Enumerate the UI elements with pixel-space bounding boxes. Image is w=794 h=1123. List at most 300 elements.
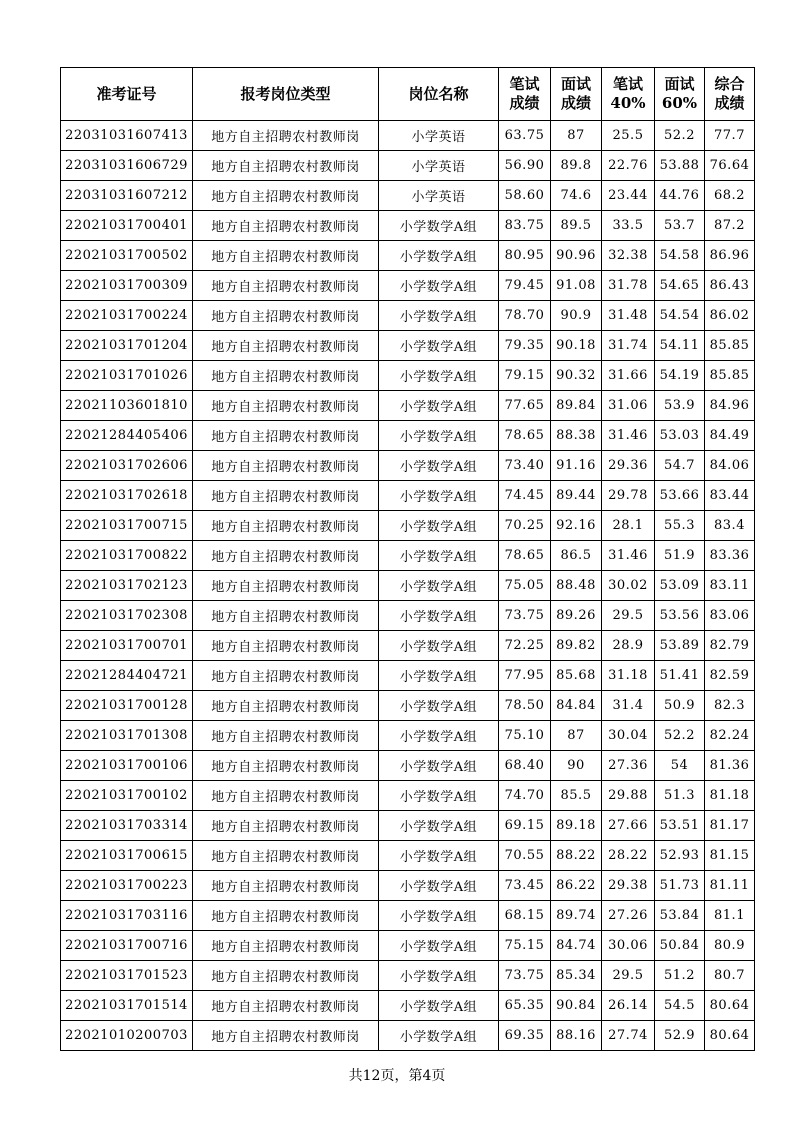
cell-interview-60: 54.11 [655,331,705,361]
header-exam-id: 准考证号 [61,68,193,121]
cell-written-score: 77.95 [499,661,551,691]
cell-position-name: 小学英语 [379,151,499,181]
cell-position-name: 小学数学A组 [379,1021,499,1051]
cell-written-40: 31.48 [602,301,655,331]
cell-position-name: 小学数学A组 [379,661,499,691]
cell-total-score: 82.79 [705,631,755,661]
cell-interview-60: 51.73 [655,871,705,901]
cell-exam-id: 22021031701026 [61,361,193,391]
cell-interview-60: 53.66 [655,481,705,511]
cell-interview-60: 53.88 [655,151,705,181]
cell-interview-score: 89.44 [551,481,602,511]
cell-position-type: 地方自主招聘农村教师岗 [193,871,379,901]
cell-position-name: 小学数学A组 [379,601,499,631]
cell-position-name: 小学数学A组 [379,301,499,331]
cell-interview-score: 90.18 [551,331,602,361]
cell-exam-id: 22031031607212 [61,181,193,211]
cell-interview-60: 50.9 [655,691,705,721]
cell-total-score: 85.85 [705,331,755,361]
cell-position-name: 小学数学A组 [379,451,499,481]
cell-written-40: 31.46 [602,541,655,571]
cell-written-40: 22.76 [602,151,655,181]
cell-exam-id: 22021031700128 [61,691,193,721]
table-row [61,661,755,691]
table-row [61,451,755,481]
cell-interview-score: 86.5 [551,541,602,571]
cell-exam-id: 22021284404721 [61,661,193,691]
cell-interview-score: 90 [551,751,602,781]
cell-position-name: 小学数学A组 [379,361,499,391]
cell-position-name: 小学数学A组 [379,691,499,721]
cell-total-score: 81.1 [705,901,755,931]
table-row [61,571,755,601]
cell-interview-60: 54.7 [655,451,705,481]
cell-total-score: 82.24 [705,721,755,751]
cell-position-type: 地方自主招聘农村教师岗 [193,211,379,241]
cell-written-40: 28.9 [602,631,655,661]
cell-written-score: 78.70 [499,301,551,331]
cell-total-score: 84.49 [705,421,755,451]
cell-exam-id: 22021031700715 [61,511,193,541]
header-written40-line1: 笔试 [612,75,643,93]
cell-position-name: 小学数学A组 [379,961,499,991]
header-row [61,68,755,121]
cell-written-score: 56.90 [499,151,551,181]
table-row [61,841,755,871]
cell-position-type: 地方自主招聘农村教师岗 [193,121,379,151]
cell-written-40: 29.38 [602,871,655,901]
cell-interview-60: 53.9 [655,391,705,421]
cell-written-score: 65.35 [499,991,551,1021]
cell-position-type: 地方自主招聘农村教师岗 [193,391,379,421]
cell-interview-60: 53.89 [655,631,705,661]
table-row [61,931,755,961]
cell-written-40: 30.04 [602,721,655,751]
cell-total-score: 82.3 [705,691,755,721]
cell-interview-60: 54.5 [655,991,705,1021]
cell-exam-id: 22021031700716 [61,931,193,961]
cell-interview-60: 53.51 [655,811,705,841]
table-row [61,271,755,301]
cell-exam-id: 22021031702308 [61,601,193,631]
cell-written-40: 29.5 [602,961,655,991]
cell-total-score: 80.64 [705,991,755,1021]
cell-position-type: 地方自主招聘农村教师岗 [193,301,379,331]
cell-interview-60: 52.9 [655,1021,705,1051]
header-total-line1: 综合 [714,75,745,93]
cell-exam-id: 22021103601810 [61,391,193,421]
cell-written-score: 75.15 [499,931,551,961]
cell-position-type: 地方自主招聘农村教师岗 [193,421,379,451]
cell-written-40: 29.5 [602,601,655,631]
cell-interview-score: 84.84 [551,691,602,721]
table-row [61,781,755,811]
header-interview60-line1: 面试 [664,75,695,93]
cell-interview-60: 52.93 [655,841,705,871]
cell-interview-score: 87 [551,121,602,151]
cell-exam-id: 22021031703116 [61,901,193,931]
cell-position-name: 小学数学A组 [379,901,499,931]
cell-total-score: 86.43 [705,271,755,301]
cell-position-name: 小学数学A组 [379,391,499,421]
cell-exam-id: 22021031700102 [61,781,193,811]
cell-total-score: 81.36 [705,751,755,781]
cell-interview-score: 89.8 [551,151,602,181]
cell-position-name: 小学数学A组 [379,811,499,841]
cell-written-score: 75.05 [499,571,551,601]
cell-exam-id: 22031031606729 [61,151,193,181]
cell-total-score: 84.96 [705,391,755,421]
cell-written-40: 31.74 [602,331,655,361]
cell-position-type: 地方自主招聘农村教师岗 [193,571,379,601]
cell-interview-score: 90.84 [551,991,602,1021]
cell-interview-60: 53.84 [655,901,705,931]
cell-exam-id: 22021031700701 [61,631,193,661]
cell-interview-score: 87 [551,721,602,751]
table-row [61,721,755,751]
table-row [61,541,755,571]
cell-written-score: 69.15 [499,811,551,841]
cell-exam-id: 22021031700502 [61,241,193,271]
cell-written-score: 63.75 [499,121,551,151]
cell-position-type: 地方自主招聘农村教师岗 [193,931,379,961]
cell-position-name: 小学数学A组 [379,331,499,361]
cell-exam-id: 22021031701514 [61,991,193,1021]
cell-total-score: 80.9 [705,931,755,961]
cell-position-type: 地方自主招聘农村教师岗 [193,1021,379,1051]
header-position-name: 岗位名称 [379,68,499,121]
table-row [61,331,755,361]
cell-exam-id: 22021031701204 [61,331,193,361]
cell-position-name: 小学数学A组 [379,421,499,451]
header-interview-line1: 面试 [560,75,591,93]
cell-written-40: 27.74 [602,1021,655,1051]
table-row [61,1021,755,1051]
cell-position-type: 地方自主招聘农村教师岗 [193,691,379,721]
cell-exam-id: 22021031700401 [61,211,193,241]
cell-written-40: 29.36 [602,451,655,481]
cell-position-type: 地方自主招聘农村教师岗 [193,241,379,271]
cell-written-score: 79.35 [499,331,551,361]
cell-interview-60: 53.56 [655,601,705,631]
cell-written-score: 78.65 [499,541,551,571]
cell-interview-score: 90.96 [551,241,602,271]
header-interview-60 [655,68,705,121]
cell-position-name: 小学数学A组 [379,511,499,541]
cell-interview-score: 85.68 [551,661,602,691]
cell-position-type: 地方自主招聘农村教师岗 [193,811,379,841]
cell-interview-score: 89.82 [551,631,602,661]
cell-exam-id: 22021031702123 [61,571,193,601]
cell-written-40: 31.06 [602,391,655,421]
table-row [61,421,755,451]
cell-interview-score: 90.32 [551,361,602,391]
cell-exam-id: 22021031701308 [61,721,193,751]
cell-interview-score: 88.48 [551,571,602,601]
cell-interview-60: 54 [655,751,705,781]
cell-position-name: 小学数学A组 [379,781,499,811]
header-written-40 [602,68,655,121]
cell-exam-id: 22021031702618 [61,481,193,511]
cell-interview-score: 92.16 [551,511,602,541]
cell-interview-score: 88.22 [551,841,602,871]
table-row [61,991,755,1021]
cell-interview-score: 89.5 [551,211,602,241]
cell-interview-60: 54.19 [655,361,705,391]
cell-written-score: 77.65 [499,391,551,421]
cell-total-score: 87.2 [705,211,755,241]
cell-position-name: 小学数学A组 [379,481,499,511]
page-number: 共12页，第4页 [348,1068,446,1084]
header-interview60-line2: 60% [661,94,698,112]
cell-written-score: 73.75 [499,961,551,991]
cell-position-type: 地方自主招聘农村教师岗 [193,991,379,1021]
table-row [61,481,755,511]
cell-position-name: 小学数学A组 [379,871,499,901]
header-written-line2: 成绩 [509,94,540,112]
cell-written-score: 73.75 [499,601,551,631]
cell-exam-id: 22021031702606 [61,451,193,481]
cell-written-40: 26.14 [602,991,655,1021]
table-row [61,391,755,421]
cell-written-40: 31.46 [602,421,655,451]
cell-written-40: 31.18 [602,661,655,691]
cell-position-type: 地方自主招聘农村教师岗 [193,961,379,991]
cell-position-name: 小学英语 [379,121,499,151]
cell-interview-score: 85.5 [551,781,602,811]
table-row [61,361,755,391]
cell-position-type: 地方自主招聘农村教师岗 [193,601,379,631]
cell-interview-60: 53.03 [655,421,705,451]
cell-interview-score: 90.9 [551,301,602,331]
cell-interview-score: 74.6 [551,181,602,211]
cell-position-name: 小学数学A组 [379,721,499,751]
cell-written-score: 58.60 [499,181,551,211]
cell-exam-id: 22021031703314 [61,811,193,841]
table-row [61,961,755,991]
cell-written-40: 29.78 [602,481,655,511]
cell-interview-score: 91.16 [551,451,602,481]
cell-written-score: 70.55 [499,841,551,871]
cell-exam-id: 22021031700223 [61,871,193,901]
cell-total-score: 80.7 [705,961,755,991]
cell-written-score: 74.70 [499,781,551,811]
cell-written-score: 83.75 [499,211,551,241]
cell-position-name: 小学数学A组 [379,271,499,301]
cell-interview-60: 54.58 [655,241,705,271]
cell-total-score: 68.2 [705,181,755,211]
cell-written-score: 75.10 [499,721,551,751]
table-row [61,211,755,241]
cell-interview-score: 88.38 [551,421,602,451]
cell-written-score: 73.40 [499,451,551,481]
cell-interview-60: 44.76 [655,181,705,211]
table-row [61,301,755,331]
cell-total-score: 83.4 [705,511,755,541]
cell-interview-score: 89.18 [551,811,602,841]
cell-total-score: 83.06 [705,601,755,631]
cell-written-score: 73.45 [499,871,551,901]
cell-interview-60: 51.3 [655,781,705,811]
cell-position-type: 地方自主招聘农村教师岗 [193,901,379,931]
cell-written-40: 25.5 [602,121,655,151]
cell-position-name: 小学数学A组 [379,211,499,241]
cell-total-score: 81.15 [705,841,755,871]
cell-position-type: 地方自主招聘农村教师岗 [193,271,379,301]
cell-interview-60: 53.7 [655,211,705,241]
table-row [61,121,755,151]
cell-position-name: 小学数学A组 [379,571,499,601]
cell-exam-id: 22021031700615 [61,841,193,871]
cell-total-score: 81.18 [705,781,755,811]
cell-interview-60: 54.65 [655,271,705,301]
score-table [60,67,755,1051]
cell-interview-score: 89.84 [551,391,602,421]
cell-exam-id: 22031031607413 [61,121,193,151]
cell-position-name: 小学数学A组 [379,541,499,571]
header-written40-line2: 40% [610,94,646,112]
cell-interview-score: 84.74 [551,931,602,961]
cell-written-score: 78.65 [499,421,551,451]
cell-position-name: 小学数学A组 [379,991,499,1021]
cell-written-score: 68.40 [499,751,551,781]
cell-written-score: 79.15 [499,361,551,391]
cell-position-name: 小学数学A组 [379,841,499,871]
table-row [61,811,755,841]
cell-position-type: 地方自主招聘农村教师岗 [193,751,379,781]
cell-exam-id: 22021031700106 [61,751,193,781]
cell-exam-id: 22021031700309 [61,271,193,301]
cell-exam-id: 22021031701523 [61,961,193,991]
cell-total-score: 77.7 [705,121,755,151]
cell-interview-score: 88.16 [551,1021,602,1051]
cell-total-score: 83.11 [705,571,755,601]
cell-written-40: 31.4 [602,691,655,721]
cell-position-type: 地方自主招聘农村教师岗 [193,841,379,871]
cell-position-type: 地方自主招聘农村教师岗 [193,361,379,391]
cell-position-type: 地方自主招聘农村教师岗 [193,541,379,571]
cell-position-type: 地方自主招聘农村教师岗 [193,331,379,361]
cell-total-score: 81.17 [705,811,755,841]
cell-total-score: 84.06 [705,451,755,481]
table-row [61,181,755,211]
cell-position-type: 地方自主招聘农村教师岗 [193,181,379,211]
table-row [61,871,755,901]
cell-written-40: 30.06 [602,931,655,961]
cell-written-40: 27.36 [602,751,655,781]
cell-position-type: 地方自主招聘农村教师岗 [193,451,379,481]
cell-interview-score: 91.08 [551,271,602,301]
cell-interview-score: 89.74 [551,901,602,931]
cell-position-type: 地方自主招聘农村教师岗 [193,511,379,541]
cell-written-40: 23.44 [602,181,655,211]
cell-written-40: 28.22 [602,841,655,871]
cell-interview-60: 55.3 [655,511,705,541]
cell-written-score: 70.25 [499,511,551,541]
cell-interview-60: 52.2 [655,121,705,151]
cell-written-40: 33.5 [602,211,655,241]
header-written-score [499,68,551,121]
cell-interview-60: 53.09 [655,571,705,601]
cell-position-type: 地方自主招聘农村教师岗 [193,481,379,511]
cell-total-score: 76.64 [705,151,755,181]
cell-total-score: 80.64 [705,1021,755,1051]
cell-position-type: 地方自主招聘农村教师岗 [193,661,379,691]
cell-total-score: 86.96 [705,241,755,271]
cell-interview-60: 54.54 [655,301,705,331]
cell-written-score: 74.45 [499,481,551,511]
header-position-type: 报考岗位类型 [193,68,379,121]
header-written-line1: 笔试 [509,75,540,93]
cell-interview-60: 51.9 [655,541,705,571]
cell-position-name: 小学数学A组 [379,241,499,271]
cell-interview-score: 86.22 [551,871,602,901]
table-row [61,691,755,721]
cell-total-score: 86.02 [705,301,755,331]
cell-written-score: 79.45 [499,271,551,301]
cell-written-score: 80.95 [499,241,551,271]
cell-position-name: 小学数学A组 [379,931,499,961]
table-body [61,121,755,1051]
cell-exam-id: 22021010200703 [61,1021,193,1051]
cell-interview-60: 50.84 [655,931,705,961]
header-total-score [705,68,755,121]
table-row [61,511,755,541]
cell-total-score: 83.44 [705,481,755,511]
cell-written-40: 27.66 [602,811,655,841]
cell-written-score: 72.25 [499,631,551,661]
cell-written-40: 28.1 [602,511,655,541]
table-row [61,631,755,661]
cell-interview-60: 51.2 [655,961,705,991]
cell-position-name: 小学数学A组 [379,631,499,661]
cell-position-name: 小学数学A组 [379,751,499,781]
table-row [61,901,755,931]
cell-exam-id: 22021031700224 [61,301,193,331]
header-total-line2: 成绩 [714,94,745,112]
cell-position-type: 地方自主招聘农村教师岗 [193,631,379,661]
cell-interview-60: 51.41 [655,661,705,691]
cell-total-score: 81.11 [705,871,755,901]
cell-written-score: 69.35 [499,1021,551,1051]
header-interview-line2: 成绩 [560,94,591,112]
cell-written-score: 68.15 [499,901,551,931]
cell-interview-score: 85.34 [551,961,602,991]
cell-written-score: 78.50 [499,691,551,721]
cell-position-name: 小学英语 [379,181,499,211]
cell-total-score: 82.59 [705,661,755,691]
cell-exam-id: 22021031700822 [61,541,193,571]
cell-written-40: 30.02 [602,571,655,601]
cell-interview-score: 89.26 [551,601,602,631]
cell-position-type: 地方自主招聘农村教师岗 [193,781,379,811]
cell-written-40: 32.38 [602,241,655,271]
table-row [61,241,755,271]
table-row [61,151,755,181]
header-interview-score [551,68,602,121]
cell-exam-id: 22021284405406 [61,421,193,451]
cell-written-40: 27.26 [602,901,655,931]
cell-written-40: 31.66 [602,361,655,391]
table-row [61,751,755,781]
cell-interview-60: 52.2 [655,721,705,751]
cell-position-type: 地方自主招聘农村教师岗 [193,151,379,181]
cell-total-score: 83.36 [705,541,755,571]
cell-written-40: 29.88 [602,781,655,811]
cell-written-40: 31.78 [602,271,655,301]
cell-total-score: 85.85 [705,361,755,391]
table-row [61,601,755,631]
